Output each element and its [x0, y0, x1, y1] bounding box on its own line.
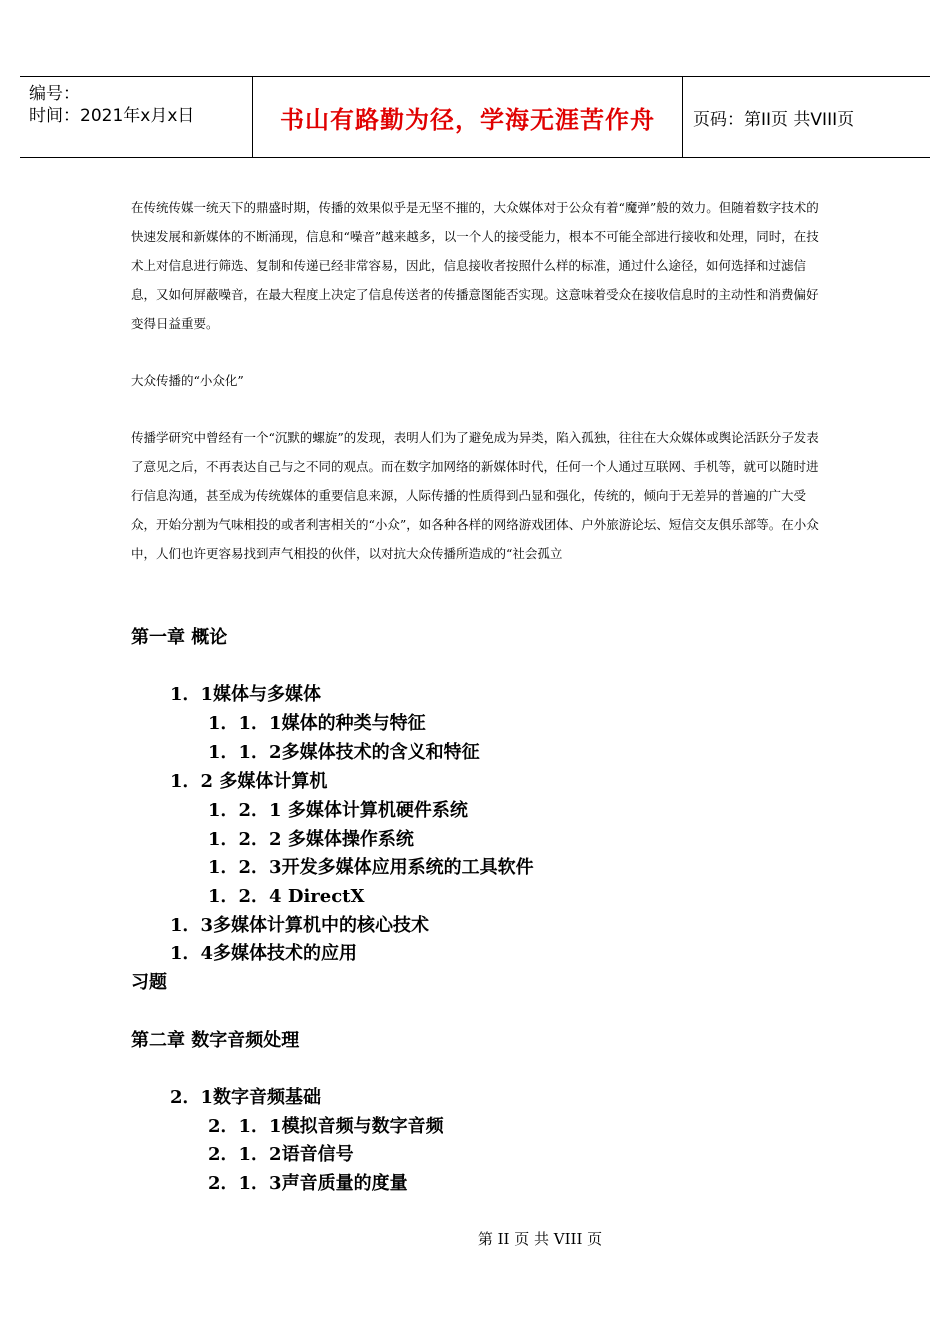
toc-section-1-3: 1．3多媒体计算机中的核心技术: [170, 915, 430, 936]
toc-subsection-2-1-3: 2．1．3声音质量的度量: [208, 1173, 408, 1194]
toc-subsection-1-2-2: 1．2．2 多媒体操作系统: [208, 829, 414, 850]
toc-subsection-1-2-4: 1．2．4 DirectX: [208, 886, 365, 907]
header-motto: [252, 77, 683, 157]
toc-section-1-1: 1．1媒体与多媒体: [170, 684, 322, 705]
header-page-info: [683, 77, 930, 157]
toc-exercises: 习题: [131, 972, 167, 993]
toc-section-2-1: 2．1数字音频基础: [170, 1087, 322, 1108]
toc-subsection-2-1-1: 2．1．1模拟音频与数字音频: [208, 1116, 444, 1137]
toc-subsection-2-1-2: 2．1．2语音信号: [208, 1144, 354, 1165]
body-paragraph-2: 传播学研究中曾经有一个“沉默的螺旋”的发现，表明人们为了避免成为异类，陷入孤独，往往在大众媒体或舆论活跃分子发表了意见之后，不再表达自己与之不同的观点。而在数字加网络的新媒体时代，任何一个人通过互联网、手机等，就可以随时进行信息沟通，甚至成为传统媒体的重要信息来源，人际传播的性质得到凸显和强化，传统的，倾向于无差异的普遍的广大受众，开始分割为气味相投的或者利害相关的“小众”，如各种各样的网络游戏团体、户外旅游论坛、短信交友俱乐部等。在小众中，人们也许更容易找到声气相投的伙伴，以对抗大众传播所造成的“社会孤立: [131, 430, 819, 561]
toc-chapter-1: 第一章 概论: [131, 627, 228, 648]
page-header: [20, 76, 930, 158]
toc-subsection-1-1-1: 1．1．1媒体的种类与特征: [208, 713, 426, 734]
toc-section-1-4: 1．4多媒体技术的应用: [170, 943, 358, 964]
body-paragraph-1: 在传统传媒一统天下的鼎盛时期，传播的效果似乎是无坚不摧的，大众媒体对于公众有着“魔弹”般的效力。但随着数字技术的快速发展和新媒体的不断涌现，信息和“噪音”越来越多，以一个人的接受能力，根本不可能全部进行接收和处理，同时，在技术上对信息进行筛选、复制和传递已经非常容易，因此，信息接收者按照什么样的标准，通过什么途径，如何选择和过滤信息，又如何屏蔽噪音，在最大程度上决定了信息传送者的传播意图能否实现。这意味着受众在接收信息时的主动性和消费偏好变得日益重要。: [131, 200, 819, 331]
toc-chapter-2: 第二章 数字音频处理: [131, 1030, 300, 1051]
motto-text: 书山有路勤为径，学海无涯苦作舟: [280, 105, 655, 134]
page-footer: 第 II 页 共 VIII 页: [477, 1230, 603, 1248]
toc-section-1-2: 1．2 多媒体计算机: [170, 771, 328, 792]
document-time-label: 时间：2021年x月x日: [29, 106, 195, 126]
section-subtitle: 大众传播的“小众化”: [131, 373, 244, 388]
header-meta: [20, 77, 252, 157]
document-number-label: 编号：: [29, 84, 80, 104]
toc-subsection-1-2-3: 1．2．3开发多媒体应用系统的工具软件: [208, 857, 534, 878]
header-page-label: 页码：第II页 共VIII页: [693, 109, 855, 130]
toc-subsection-1-2-1: 1．2．1 多媒体计算机硬件系统: [208, 800, 468, 821]
toc-subsection-1-1-2: 1．1．2多媒体技术的含义和特征: [208, 742, 480, 763]
